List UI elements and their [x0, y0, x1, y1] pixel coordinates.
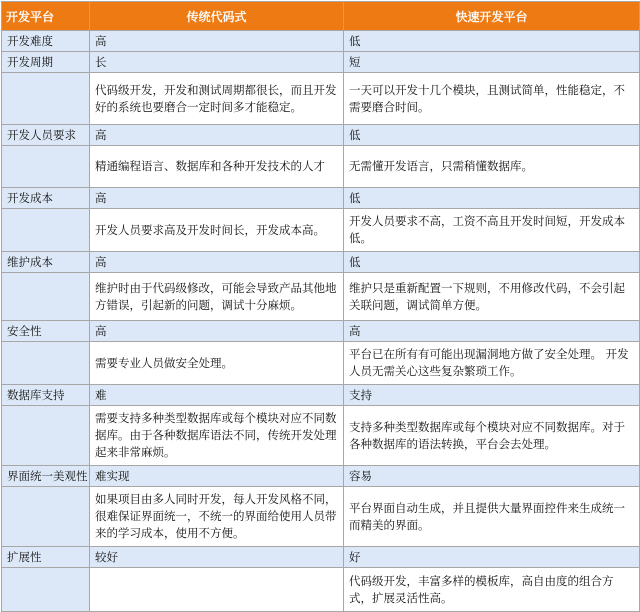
table-row-description	[2, 209, 640, 252]
rapid-value: 低	[344, 31, 640, 52]
traditional-description: 如果项目由多人同时开发，每人开发风格不同，很难保证界面统一，不统一的界面给使用人员带来的学习成本，使用不方便。	[90, 487, 344, 547]
table-row	[2, 188, 640, 209]
header-rapid: 快速开发平台	[344, 2, 640, 31]
row-label: 开发周期	[2, 52, 90, 73]
row-label: 开发难度	[2, 31, 90, 52]
blank-cell	[2, 342, 90, 385]
blank-cell	[2, 209, 90, 252]
traditional-description: 需要支持多种类型数据库或每个模块对应不同数据库。由于各种数据库语法不同，传统开发处理起来非常麻烦。	[90, 406, 344, 466]
table-row	[2, 252, 640, 273]
traditional-value: 高	[90, 252, 344, 273]
traditional-description: 开发人员要求高及开发时间长，开发成本高。	[90, 209, 344, 252]
table-row-description	[2, 406, 640, 466]
traditional-description: 维护时由于代码级修改，可能会导致产品其他地方错误，引起新的问题，调试十分麻烦。	[90, 273, 344, 321]
rapid-description: 维护只是重新配置一下规则，不用修改代码，不会引起关联问题，调试简单方便。	[344, 273, 640, 321]
row-label: 扩展性	[2, 547, 90, 568]
traditional-description: 代码级开发，开发和测试周期都很长，而且开发好的系统也要磨合一定时间多才能稳定。	[90, 73, 344, 125]
table-row	[2, 385, 640, 406]
rapid-description: 平台界面自动生成，并且提供大量界面控件来生成统一而精美的界面。	[344, 487, 640, 547]
row-label: 维护成本	[2, 252, 90, 273]
traditional-value: 高	[90, 125, 344, 146]
table-row	[2, 52, 640, 73]
table-row	[2, 321, 640, 342]
table-row-description	[2, 146, 640, 188]
row-label: 开发人员要求	[2, 125, 90, 146]
row-label: 安全性	[2, 321, 90, 342]
rapid-description: 平台已在所有有可能出现漏洞地方做了安全处理。 开发人员无需关心这些复杂繁琐工作。	[344, 342, 640, 385]
traditional-value: 高	[90, 188, 344, 209]
rapid-description: 无需懂开发语言，只需稍懂数据库。	[344, 146, 640, 188]
traditional-description: 精通编程语言、数据库和各种开发技术的人才	[90, 146, 344, 188]
comparison-table	[1, 1, 640, 612]
table-row	[2, 125, 640, 146]
traditional-value: 难	[90, 385, 344, 406]
rapid-value: 支持	[344, 385, 640, 406]
traditional-value: 高	[90, 31, 344, 52]
rapid-value: 低	[344, 188, 640, 209]
traditional-description	[90, 568, 344, 612]
blank-cell	[2, 273, 90, 321]
table-row	[2, 466, 640, 487]
comparison-page	[0, 1, 640, 605]
blank-cell	[2, 487, 90, 547]
rapid-description: 代码级开发，丰富多样的模板库，高自由度的组合方式，扩展灵活性高。	[344, 568, 640, 612]
table-row-description	[2, 568, 640, 612]
rapid-value: 容易	[344, 466, 640, 487]
row-label: 界面统一美观性	[2, 466, 90, 487]
header-platform: 开发平台	[2, 2, 90, 31]
blank-cell	[2, 146, 90, 188]
table-row-description	[2, 273, 640, 321]
traditional-value: 长	[90, 52, 344, 73]
rapid-description: 一天可以开发十几个模块，且测试简单，性能稳定，不需要磨合时间。	[344, 73, 640, 125]
table-row	[2, 31, 640, 52]
table-row	[2, 547, 640, 568]
table-row-description	[2, 342, 640, 385]
rapid-value: 低	[344, 125, 640, 146]
traditional-value: 较好	[90, 547, 344, 568]
blank-cell	[2, 73, 90, 125]
blank-cell	[2, 406, 90, 466]
traditional-description: 需要专业人员做安全处理。	[90, 342, 344, 385]
rapid-value: 高	[344, 321, 640, 342]
row-label: 开发成本	[2, 188, 90, 209]
table-row-description	[2, 73, 640, 125]
traditional-value: 难实现	[90, 466, 344, 487]
blank-cell	[2, 568, 90, 612]
header-traditional: 传统代码式	[90, 2, 344, 31]
rapid-value: 短	[344, 52, 640, 73]
rapid-value: 好	[344, 547, 640, 568]
traditional-value: 高	[90, 321, 344, 342]
rapid-value: 低	[344, 252, 640, 273]
rapid-description: 开发人员要求不高，工资不高且开发时间短，开发成本低。	[344, 209, 640, 252]
table-header-row	[2, 2, 640, 31]
rapid-description: 支持多种类型数据库或每个模块对应不同数据库。对于各种数据库的语法转换，平台会去处理。	[344, 406, 640, 466]
table-row-description	[2, 487, 640, 547]
row-label: 数据库支持	[2, 385, 90, 406]
